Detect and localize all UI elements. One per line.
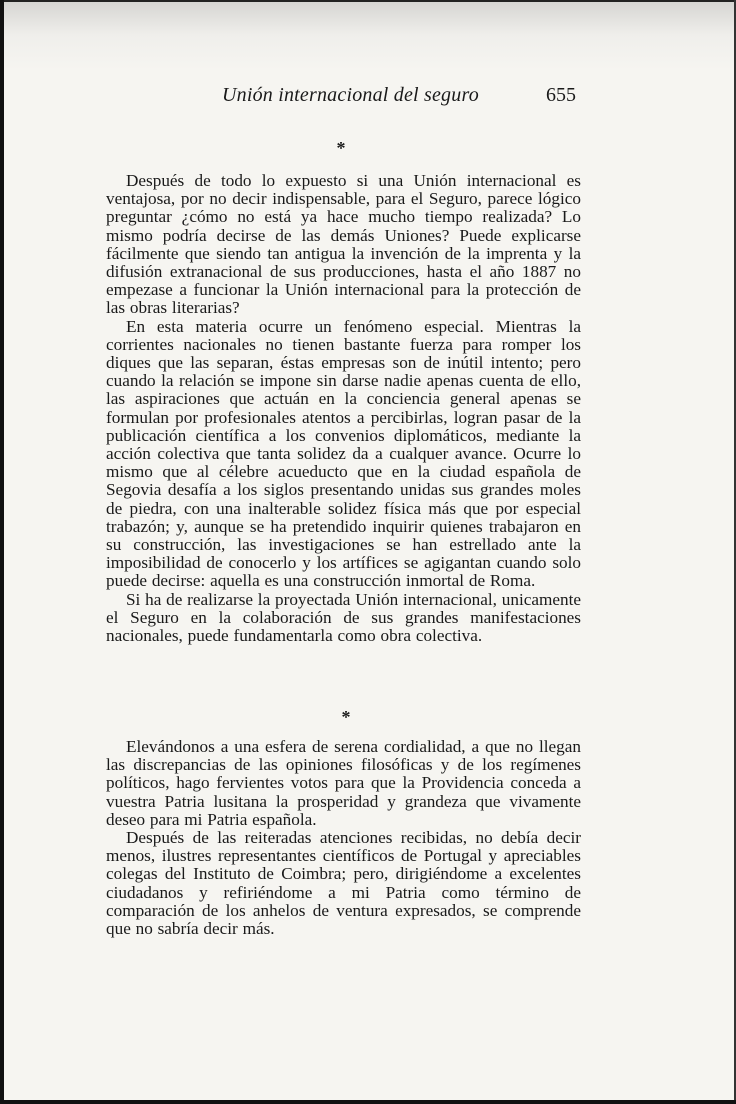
scan-smudge bbox=[0, 0, 736, 70]
section-2-text bbox=[106, 738, 581, 938]
paragraph: Después de las reiteradas atenciones recibidas, no debía decir menos, ilustres representantes científicos de Portugal y apreciables colegas del Instituto de Coimbra; pero, dirigiéndome a excelentes ciudadanos y refiriéndome a mi Patria como término de comparación de los anhelos de ventura expresados, se comprende que no sabría decir más. bbox=[106, 828, 581, 939]
scan-border-left bbox=[0, 0, 4, 1104]
paragraph: Si ha de realizarse la proyectada Unión internacional, unicamente el Seguro en la colaboración de sus grandes manifestaciones nacionales, puede fundamentarla como obra colectiva. bbox=[106, 589, 581, 646]
scan-border-top bbox=[0, 0, 736, 2]
section-separator-1: * bbox=[336, 138, 346, 158]
section-1-text bbox=[106, 172, 581, 645]
section-separator-2: * bbox=[341, 707, 351, 727]
page-number: 655 bbox=[546, 84, 576, 106]
running-title: Unión internacional del seguro bbox=[222, 84, 479, 106]
paragraph: En esta materia ocurre un fenómeno especial. Mientras la corrientes nacionales no tienen bastante fuerza para romper los diques que las separan, éstas empresas son de inútil intento; pero cuando la relación se impone sin darse nadie apenas cuenta de ello, las aspiraciones que actuán en la conciencia general apenas se formulan por profesionales atentos a percibirlas, logran pasar de la publicación científica a los convenios diplomáticos, mediante la acción colectiva que tanta solidez da a cualquer avance. Ocurre lo mismo que al célebre acueducto que en la ciudad española de Segovia desafía a los siglos presentando unidas sus grandes moles de piedra, con una inalterable solidez física más que por especial trabazón; y, aunque se ha pretendido inquirir quienes trabajaron en su construcción, las investigaciones se han estrellado ante la imposibilidad de conocerlo y los artífices se agigantan cuando solo puede decirse: aquella es una construcción inmortal de Roma. bbox=[106, 316, 581, 591]
scan-border-bottom bbox=[0, 1100, 736, 1104]
paragraph: Elevándonos a una esfera de serena cordialidad, a que no llegan las discrepancias de las opiniones filosóficas y de los regímenes políticos, hago fervientes votos para que la Providencia conceda a vuestra Patria lusitana la prosperidad y grandeza que vivamente deseo para mi Patria española. bbox=[106, 737, 581, 829]
paragraph: Después de todo lo expuesto si una Unión internacional es ventajosa, por no decir indispensable, para el Seguro, parece lógico preguntar ¿cómo no está ya hace mucho tiempo realizada? Lo mismo podría decirse de las demás Uniones? Puede explicarse fácilmente que siendo tan antigua la invención de la imprenta y la difusión extranacional de sus producciones, hasta el año 1887 no empezase a funcionar la Unión internacional para la protección de las obras literarias? bbox=[106, 171, 581, 318]
page-header bbox=[130, 84, 586, 114]
